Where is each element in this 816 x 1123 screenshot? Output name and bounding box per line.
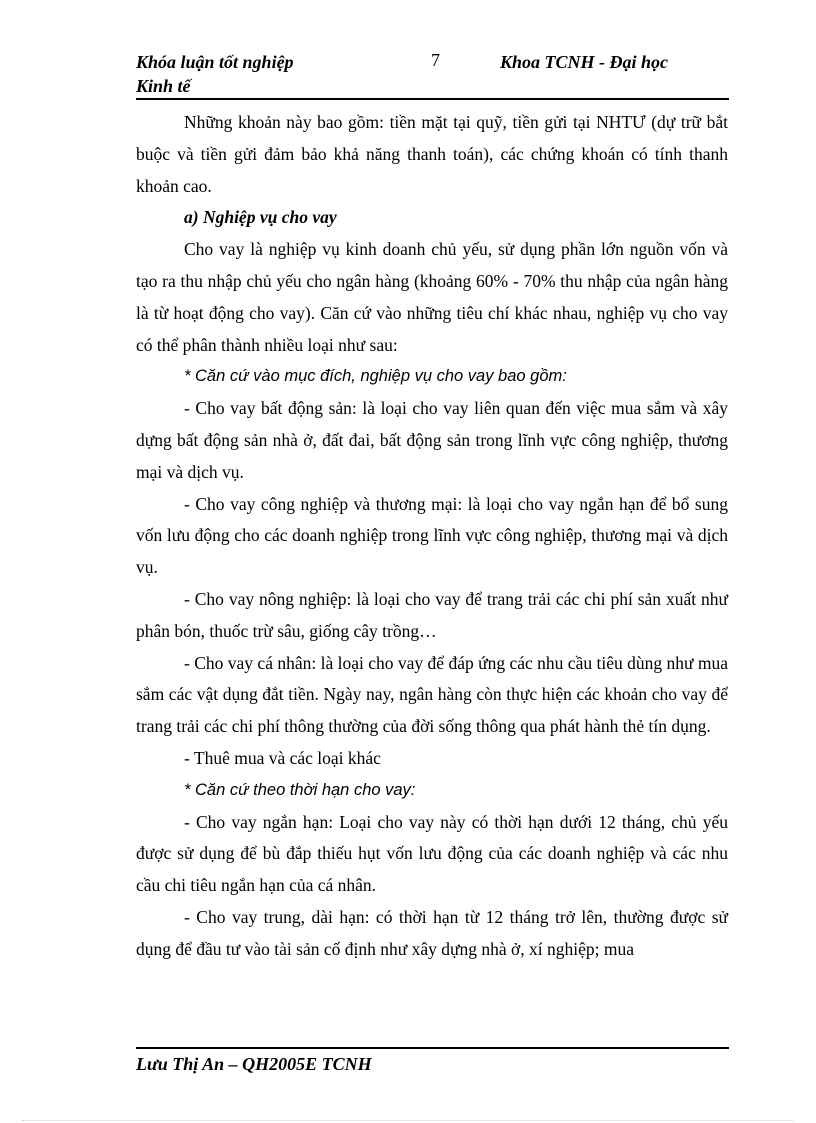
criteria-heading: * Căn cứ vào mục đích, nghiệp vụ cho vay bao gồm: (184, 367, 567, 386)
list-item: - Thuê mua và các loại khác (184, 747, 381, 768)
list-item: - Cho vay trung, dài hạn: có thời hạn từ 12 tháng trở lên, thường được sử dụng để đầu tư vào tài sản cố định như xây dựng nhà ở, xí nghiệp; mua (136, 906, 728, 959)
page-number: 7 (431, 50, 440, 70)
header-divider (136, 98, 729, 100)
footer-author: Lưu Thị An – QH2005E TCNH (136, 1054, 372, 1074)
list-item: - Cho vay ngắn hạn: Loại cho vay này có thời hạn dưới 12 tháng, chủ yếu được sử dụng để bù đắp thiếu hụt vốn lưu động của các doanh nghiệp và các nhu cầu chi tiêu ngắn hạn của cá nhân. (136, 811, 728, 896)
page-edge (22, 1120, 794, 1121)
section-heading: a) Nghiệp vụ cho vay (184, 207, 337, 228)
header-department: Khoa TCNH - Đại học (500, 52, 669, 72)
footer-divider (136, 1047, 729, 1049)
paragraph: Cho vay là nghiệp vụ kinh doanh chủ yếu, sử dụng phần lớn nguồn vốn và tạo ra thu nhập chủ yếu cho ngân hàng (khoảng 60% - 70% thu nhập của ngân hàng là từ hoạt động cho vay). Căn cứ vào những tiêu chí khác nhau, nghiệp vụ cho vay có thể phân thành nhiều loại như sau: (136, 239, 728, 355)
list-item: - Cho vay công nghiệp và thương mại: là loại cho vay ngắn hạn để bổ sung vốn lưu động cho các doanh nghiệp trong lĩnh vực công nghiệp, thương mại và dịch vụ. (136, 493, 728, 578)
list-item: - Cho vay bất động sản: là loại cho vay liên quan đến việc mua sắm và xây dựng bất động sản nhà ở, đất đai, bất động sản trong lĩnh vực công nghiệp, thương mại và dịch vụ. (136, 398, 728, 482)
criteria-heading: * Căn cứ theo thời hạn cho vay: (184, 780, 416, 799)
header-title-line2: Kinh tế (136, 76, 191, 96)
paragraph: Những khoản này bao gồm: tiền mặt tại quỹ, tiền gửi tại NHTƯ (dự trữ bắt buộc và tiền gửi đảm bảo khả năng thanh toán), các chứng khoán có tính thanh khoản cao. (136, 112, 728, 196)
list-item: - Cho vay cá nhân: là loại cho vay để đáp ứng các nhu cầu tiêu dùng như mua sắm các vật dụng đắt tiền. Ngày nay, ngân hàng còn thực hiện các khoản cho vay để trang trải các chi phí thông thường của đời sống thông qua phát hành thẻ tín dụng. (136, 652, 728, 737)
list-item: - Cho vay nông nghiệp: là loại cho vay để trang trải các chi phí sản xuất như phân bón, thuốc trừ sâu, giống cây trồng… (136, 588, 728, 641)
header-title-line1: Khóa luận tốt nghiệp (136, 52, 294, 72)
header-title (136, 50, 294, 98)
document-body (136, 107, 728, 966)
